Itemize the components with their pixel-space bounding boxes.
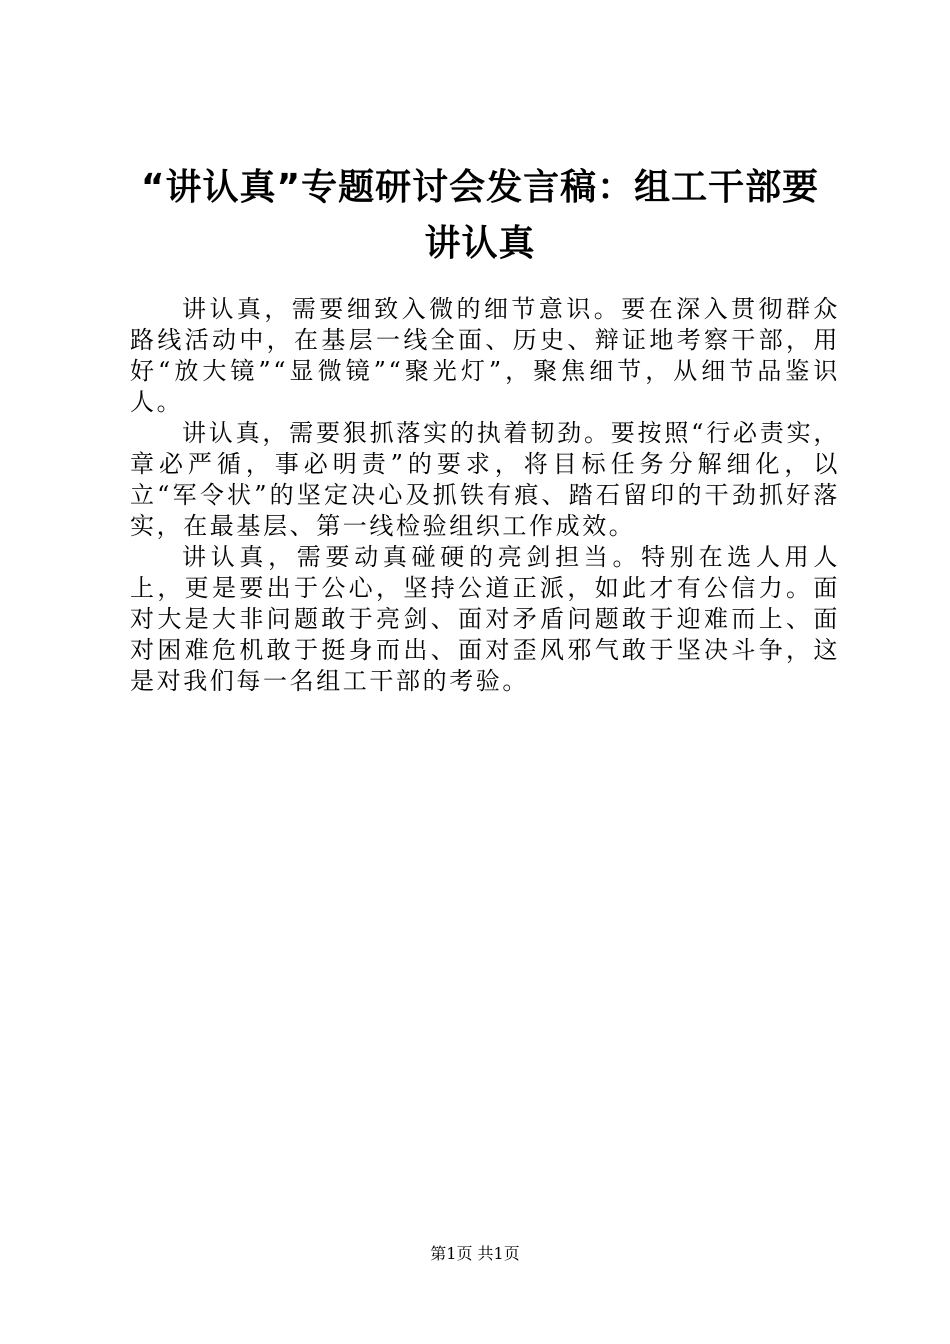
- page-footer: 第1页 共1页: [430, 1244, 520, 1263]
- paragraph: 讲认真，需要狠抓落实的执着韧劲。要按照“行必责实，章必严循，事必明责”的要求，将目标任务分解细化，以立“军令状”的坚定决心及抓铁有痕、踏石留印的干劲抓好落实，在最基层、第一线检验组织工作成效。: [130, 419, 840, 540]
- paragraph: 讲认真，需要动真碰硬的亮剑担当。特别在选人用人上，更是要出于公心，坚持公道正派，如此才有公信力。面对大是大非问题敢于亮剑、面对矛盾问题敢于迎难而上、面对困难危机敢于挺身而出、面对歪风邪气敢于坚决斗争，这是对我们每一名组工干部的考验。: [130, 543, 840, 695]
- document-title: “讲认真”专题研讨会发言稿：组工干部要讲认真: [140, 167, 820, 264]
- paragraph: 讲认真，需要细致入微的细节意识。要在深入贯彻群众路线活动中，在基层一线全面、历史、辩证地考察干部，用好“放大镜”“显微镜”“聚光灯”，聚焦细节，从细节品鉴识人。: [130, 295, 840, 416]
- document-body: [130, 294, 840, 697]
